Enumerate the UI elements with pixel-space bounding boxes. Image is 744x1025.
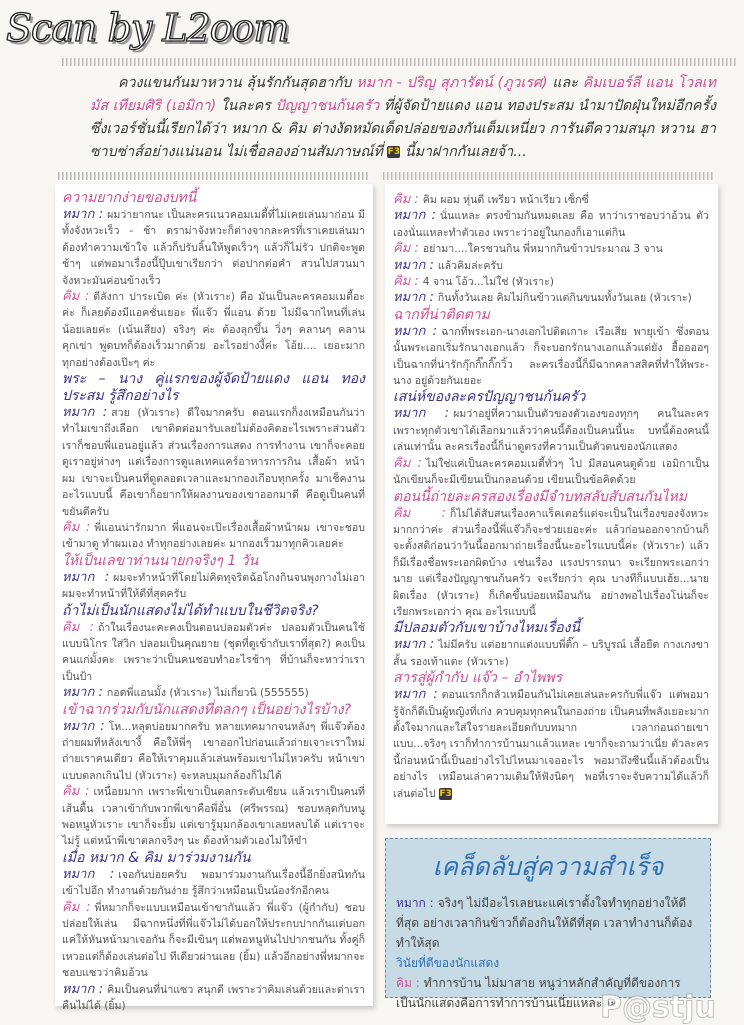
- answer-text: ทำการบ้าน ไม่มาสาย หนูว่าหลักสำคัญที่ดีของการเป็นนักแสดงคือการทำการบ้านเนี่ยแหละค่ะ: [396, 976, 681, 1010]
- interview-answer: [393, 241, 709, 257]
- section-heading: เสน่ห์ของละครปัญญาชนก้นครัว: [393, 389, 586, 406]
- interview-answer: [62, 289, 365, 371]
- left-column-text: [62, 190, 365, 1014]
- highlighted-name: หมาก - ปริญ สุภารัตน์ (ภูวเรศ): [356, 75, 548, 91]
- answer-text: ไม่ใช่แค่เป็นละครคอมเมดี้ทั่วๆ ไป มีสอนคนดูด้วย เอมิกาเป็นนักเขียนก็จะมีเขียนเป็นกลอนด้วย เขียนเป็นข้อคิดด้วย: [393, 457, 709, 487]
- f3-logo-icon: F3: [387, 147, 401, 157]
- answer-text: ผมว่ายากนะ เป็นละครแนวคอมเมดี้ที่ไม่เคยเล่นมาก่อน มีทั้งจังหวะเร็ว - ช้า ดราม่าจังหวะก็ต่างจากละครที่เราเคยเล่นมา ต้องทำความเข้าใจ แล้วก็ปรับลิ้นให้พูดเร็วๆ แล้วก็ไม่รัว ปกติจะพูดช้าๆ แต่พอมาเรื่องนี้ปุ๊บเขาเรียกว่า ต่อปากต่อคำ สวนไปสวนมาจังหวะมันค่อนข้างเร็ว: [62, 209, 365, 287]
- intro-text: ควงแขนกันมาหวาน ลุ้นรักกันสุดฮากับ: [118, 75, 357, 91]
- answer-text: กินทั้งวันเลย คิมไม่กินข้าวแต่กินขนมทั้งวันเลย (หัวเราะ): [437, 292, 692, 305]
- answer-text: จริงๆ ไม่มีอะไรเลยนะแค่เราตั้งใจทำทุกอย่างให้ดีที่สุด อย่างเวลากินข้าวก็ต้องกินให้ดีที่สุด เวลาทำงานก็ต้องทำให้สุด: [396, 896, 693, 950]
- interview-answer: [393, 274, 709, 290]
- interview-answer: [62, 685, 365, 701]
- speaker-label: หมาก :: [62, 405, 107, 420]
- speaker-label: หมาก :: [393, 406, 449, 421]
- interview-answer: [62, 900, 365, 982]
- speaker-label: หมาก :: [393, 324, 437, 339]
- speaker-label: คิม :: [393, 456, 422, 471]
- speaker-label: หมาก :: [396, 896, 434, 910]
- speaker-label: หมาก :: [393, 258, 434, 273]
- right-column-divider: [383, 172, 713, 180]
- speaker-label: หมาก :: [393, 687, 438, 702]
- interview-answer: [393, 324, 709, 390]
- answer-text: ฉากที่พระเอก-นางเอกไปติดเกาะ เรือเสีย พายุเข้า ซึ่งตอนนั้นพระเอกเริ่มรักนางเอกแล้ว ก็จะบอกรักนางเอกแล้วแต่ยัง ฮื้ออออๆ เป็นฉากที่น่ารักกุ๊กกิ๊กกิ๊กวิ้ว ละครเรื่องนี้ก็มีฉากคลาสสิคที่ทำให้พระ-นาง อยู่ด้วยกันเยอะ: [393, 325, 710, 388]
- answer-text: ถ้าในเรื่องนะคะคงเป็นตอนปลอมตัวค่ะ ปลอมตัวเป็นคนใช้แบบนิโกร ใส่วิก ปลอมเป็นคุณยาย (ชุดที่ดูเข้ากับเราที่สุด?) คงเป็นคนแก่มั้งคะ เพราะว่าเป็นคนชอบทำอะไรช้าๆ ที่บ้านก็จะหาว่าเราเป็นป้า: [62, 621, 365, 683]
- answer-text: ผมว่าอยู่ที่ความเป็นตัวของตัวเองของทุกๆ คนในละคร เพราะทุกตัวเขาได้เลือกมาแล้วว่าคนนี้ต้องเป็นคนนี้นะ บทนี้ต้องคนนี้เล่นเท่านั้น ละครเรื่องนี้ก็น่าดูตรงที่ความเป็นตัวตนของนักแสดง: [393, 408, 710, 454]
- interview-answer: [393, 192, 709, 208]
- interview-answer: [393, 208, 709, 241]
- answer-text: แล้วคิมล่ะครับ: [437, 259, 503, 272]
- answer-text: อย่ามา....ใครชวนกิน พี่หมากกินข้าวประมาณ 3 จาน: [422, 243, 663, 256]
- interview-answer: [62, 570, 365, 603]
- speaker-label: คิม :: [62, 784, 89, 799]
- interview-answer: [62, 405, 365, 520]
- intro-text: ในละคร: [216, 98, 276, 114]
- speaker-label: หมาก :: [62, 207, 103, 222]
- answer-text: 4 จาน โอ้ว...ไม่ใช่ (หัวเราะ): [422, 276, 554, 289]
- speaker-label: คิม :: [396, 976, 420, 990]
- intro-text: และ: [547, 75, 583, 91]
- tip-subheading: วินัยที่ดีของนักแสดง: [396, 956, 500, 970]
- speaker-label: หมาก :: [62, 685, 103, 700]
- interview-answer: [393, 258, 709, 274]
- interview-answer: [393, 456, 709, 489]
- speaker-label: หมาก :: [393, 208, 436, 223]
- answer-text: ตีลังกา ปาระเบิด ค่ะ (หัวเราะ) คือ มันเป็นละครคอมเมดี้อะค่ะ ก็เลยต้องมีแอคชั่นเยอะ พี่แจ๊ว พี่แอน ด้วย ไม่มีฉากไหนที่เล่นน้อยเลยค่ะ (เน้นเสียง) จริงๆ ค่ะ ต้องลุกขึ้น วิ่งๆ คลานๆ คลานคุกเข่า พูดบทก็ต้องเร็วมากด้วย อะไรอย่างงี้ค่ะ โอ้ย.... เยอะมาก ทุกอย่างต้องเป๊ะๆ ค่ะ: [62, 291, 365, 369]
- section-heading: ความยากง่ายของบทนี้: [62, 190, 197, 206]
- section-heading: ฉากที่น่าติดตาม: [393, 306, 490, 323]
- interview-answer: [393, 290, 709, 306]
- speaker-label: หมาก :: [62, 982, 103, 997]
- speaker-label: คิม :: [393, 274, 419, 289]
- right-column-text: [393, 192, 709, 802]
- watermark: P@stju: [600, 990, 716, 1025]
- speaker-label: คิม :: [62, 520, 90, 535]
- answer-text: เหนื่อยมาก เพราะพี่เขาเป็นตลกระดับเซียน แล้วเราเป็นคนที่เส้นตื้น เวลาเข้ากับพวกพี่เขาคือพี่อั๋น (ศรีพรรณ) ชอบหลุดกับหนู พอหนูหัวเราะ เขาก็จะยิ้ม แต่เขารู้มุมกล้องเขาเลยหลบได้ แต่เราจะไม่รู้ แต่หน้าพี่เขาตลกจริงๆ นะ ต้องห้ามตัวเองไม่ให้ขำ: [62, 786, 365, 848]
- intro-text: นี้มาฝากกันเลยจ้า...: [400, 144, 527, 160]
- section-heading: พระ – นาง คู่แรกของผู้จัดป้ายแดง แอน ทองประสม รู้สึกอย่างไร: [62, 371, 365, 405]
- answer-text: คิม ผอม หุ่นดี เพรียว หน้าเรียว เซ็กซี่: [422, 194, 589, 206]
- answer-text: เจอกันบ่อยครับ พอมาร่วมงานกันเรื่องนี้อีกยิ่งสนิทกันเข้าไปอีก ทำงานด้วยกันง่าย รู้สึกว่าเหมือนเป็นน้องรักอีกคน: [62, 868, 365, 898]
- section-heading: เมื่อ หมาก & คิม มาร่วมงานกัน: [62, 849, 251, 866]
- tip-answer: [396, 893, 700, 953]
- highlighted-name: คิมเบอร์ลี แอน โวลเทมัส เทียมศิริ (เอมิกา): [90, 75, 716, 114]
- interview-answer: [62, 620, 365, 686]
- speaker-label: หมาก :: [62, 570, 109, 585]
- left-column-divider: [58, 172, 370, 180]
- answer-text: พี่หมากก็จะแบบเหมือนเข้าขากันแล้ว พี่แจ๊ว (ผู้กำกับ) ชอบปล่อยให้เล่น มีฉากหนึ่งที่พี่แจ๊วไม่ได้บอกให้ประกบปากกันแต่บอกแค่ให้หันหน้ามาเจอกัน ก็จะมีเขินๆ แต่พอหนูหันไปปากชนกัน ทั้งคู่ก็เหวอแต่ก็ต้องเล่นต่อไป ทีเดียวผ่านเลย (ยิ้ม) แล้วอีกอย่างพี่หมากจะชอบแซวว่าคิมอ้วน: [62, 901, 365, 980]
- interview-answer: [62, 207, 365, 289]
- section-heading: ถ้าไม่เป็นนักแสดงไม่ได้ทำแบบในชีวิตจริง?: [62, 602, 319, 619]
- answer-text: ก็ไม่ได้สับสนเรื่องคาแร็คเตอร์แต่จะเป็นในเรื่องของจังหวะมากกว่าค่ะ ส่วนเรื่องนี้พี่แจ๊วก็จะช่วยเยอะค่ะ แล้วก่อนออกจากบ้านก็จะตั้งสติก่อนว่าวันนี้ออกมาถ่ายเรื่องนี้นะอะไรแบบนี้ค่ะ (หัวเราะ) แล้วก็มีเรื่องชื่อพระเอกผิดบ้าง เช่นเรื่อง แรงปรารถนา จะเรียกพระเอกว่า นาย แต่เรื่องปัญญาชนก้นครัว จะเรียกว่า คุณ บางทีก็แบบเฮ้ย...นาย ผิดเรื่อง (หัวเราะ) ก็เกิดขึ้นบ่อยเหมือนกัน อย่างพอไปเรื่องโน่นก็จะเรียกพระเอกว่า คุณ อะไรแบบนี้: [393, 507, 709, 618]
- answer-text: กอดพี่แอนมั้ง (หัวเราะ) ไม่เกี่ยวนิ (555555): [106, 687, 309, 700]
- speaker-label: หมาก :: [393, 637, 434, 652]
- interview-answer: [62, 982, 365, 1015]
- f3-logo-icon: F3: [439, 788, 452, 799]
- speaker-label: คิม :: [62, 620, 94, 635]
- highlighted-name: ปัญญาชนก้นครัว: [275, 98, 380, 114]
- section-heading: สารสู่ผู้กำกับ แจ๊ว – อำไพพร: [393, 670, 563, 687]
- interview-answer: [393, 506, 709, 621]
- interview-answer: [62, 867, 365, 900]
- section-heading: ตอนนี้ถ่ายละครสองเรื่องมีจำบทสลับสับสนกันไหม: [393, 488, 688, 505]
- speaker-label: หมาก :: [62, 867, 114, 882]
- intro-paragraph: [90, 72, 716, 164]
- answer-text: คิมเป็นคนที่น่าแซว สนุกดี เพราะว่าคิมเล่นด้วยและด่าเราคืนไม่ได้ (ยิ้ม): [62, 983, 365, 1013]
- answer-text: ตอนแรกก็กลัวเหมือนกันไม่เคยเล่นละครกับพี่แจ๊ว แต่พอมารู้จักก็ดีเป็นผู้หญิงที่เก่ง ควบคุมทุกคนในกองถ่าย เป็นคนที่พลังเยอะมาก ตั้งใจมากและใส่ใจรายละเอียดกับบทมาก เวลาก่อนถ่ายเขาแบบ...จริงๆ เราก็ทำการบ้านมาแล้วแหละ เขาก็จะถามว่าเนี่ย ตัวละครนี้ก่อนหน้านี้เป็นอย่างไรไปไหนมาเจออะไร พอมาถึงซีนนี้แล้วต้องเป็นอย่างไร เหมือนเล่าความเดิมให้ฟังนิดๆ พอที่เราจะจับความได้แล้วก็เล่นต่อไป: [393, 689, 710, 800]
- section-heading: เข้าฉากร่วมกับนักแสดงที่ตลกๆ เป็นอย่างไรบ้าง?: [62, 701, 352, 718]
- speaker-label: คิม :: [393, 506, 446, 521]
- interview-answer: [393, 406, 709, 455]
- speaker-label: หมาก :: [62, 719, 105, 734]
- answer-text: พี่แอนน่ารักมาก พี่แอนจะเป๊ะเรื่องเสื้อผ้าหน้าผม เขาจะชอบเข้ามาดู ทำผมเอง ทำทุกอย่างเลยค่ะ มากองเร็วมาทุกคิวเลยค่ะ: [62, 521, 365, 551]
- answer-text: สวย (หัวเราะ) ดีใจมากครับ ตอนแรกก็งงเหมือนกันว่าทำไมเขาถึงเลือก เขาติดต่อมารับเลยไม่ต้องคิดอะไรเพราะส่วนตัวเราก็ชอบพี่แอนอยู่แล้ว ส่วนเรื่องการแสดง การทำงาน เขาก็จะคอยดูเราอยู่ห่างๆ แต่เรื่องการดูแลเทคแคร์อาหารการกิน เสื้อผ้า หน้าผม เขาจะเป็นคนที่ดูตลอดเวลาและมากองเกือบทุกครั้ง มาเช็คงานอะไรแบบนี้ คือเขาก็อยากให้ผลงานของเขาออกมาดี คือดูเป็นคนที่ขยันดีครับ: [62, 407, 366, 518]
- section-heading: ให้เป็นเลขาท่านนายกจริงๆ 1 วัน: [62, 552, 259, 569]
- speaker-label: คิม :: [393, 192, 419, 207]
- answer-text: ไม่มีครับ แต่อยากแต่งแบบพี่ติ๊ก – บริบูรณ์ เสื้อยืด กางเกงขาสั้น รองเท้าแตะ (หัวเราะ): [393, 639, 709, 668]
- intro-text: ที่ผู้จัดป้ายแดง แอน ทองประสม นำมาปัดฝุ่นใหม่อีกครั้ง ซึ่งเวอร์ชั่นนี้เรียกได้ว่า หมาก & คิม ต่างงัดหมัดเด็ดปล่อยของกันเต็มเหนี่ยว การันตีความสนุก หวาน ฮา ซาบซ่าส์อย่างแน่นอน ไม่เชื่อลองอ่านสัมภาษณ์ที่: [90, 98, 717, 160]
- speaker-label: หมาก :: [393, 290, 434, 305]
- section-heading: มีปลอมตัวกับเขาบ้างไหมเรื่องนี้: [393, 620, 581, 637]
- interview-answer: [62, 719, 365, 785]
- interview-answer: [62, 784, 365, 850]
- answer-text: โห...หลุดบ่อยมากครับ หลายเทคมากจนหลังๆ พี่แจ๊วต้องถ่ายผมทีหลังเขางี้ คือให้พี่ๆ เขาออกไปก่อนแล้วถ่ายเจาะเราใหม่ ถ่ายเราคนเดียว คือให้เราคุมแล้วเล่นพร้อมเขาไม่ไหวครับ หน้าเขาแบบตลกเกินไป (หัวเราะ) จะหลบมุมกล้องก็ไม่ได้: [62, 720, 366, 782]
- interview-answer: [393, 687, 709, 802]
- answer-text: ผมจะทำหน้าที่โดยไม่คิดทุจริตฉ้อโกงกินจนพุงกางไม่เอา ผมจะทำหน้าที่ให้ดีที่สุดครับ: [62, 571, 365, 601]
- answer-text: นั่นแหละ ตรงข้ามกันหมดเลย คือ หาว่าเราชอบว่าอ้วน ตัวเองนั่นแหละทำตัวเอง เพราะว่าอยู่ในกองก็เอาแต่กิน: [393, 210, 709, 239]
- speaker-label: คิม :: [393, 241, 419, 256]
- scan-logo: Scan by L2oom: [6, 6, 289, 50]
- tips-title: เคล็ดลับสู่ความสำเร็จ: [432, 852, 664, 881]
- speaker-label: คิม :: [62, 900, 91, 915]
- interview-answer: [393, 637, 709, 670]
- header-divider: [62, 58, 736, 66]
- interview-answer: [62, 520, 365, 553]
- speaker-label: คิม :: [62, 289, 89, 304]
